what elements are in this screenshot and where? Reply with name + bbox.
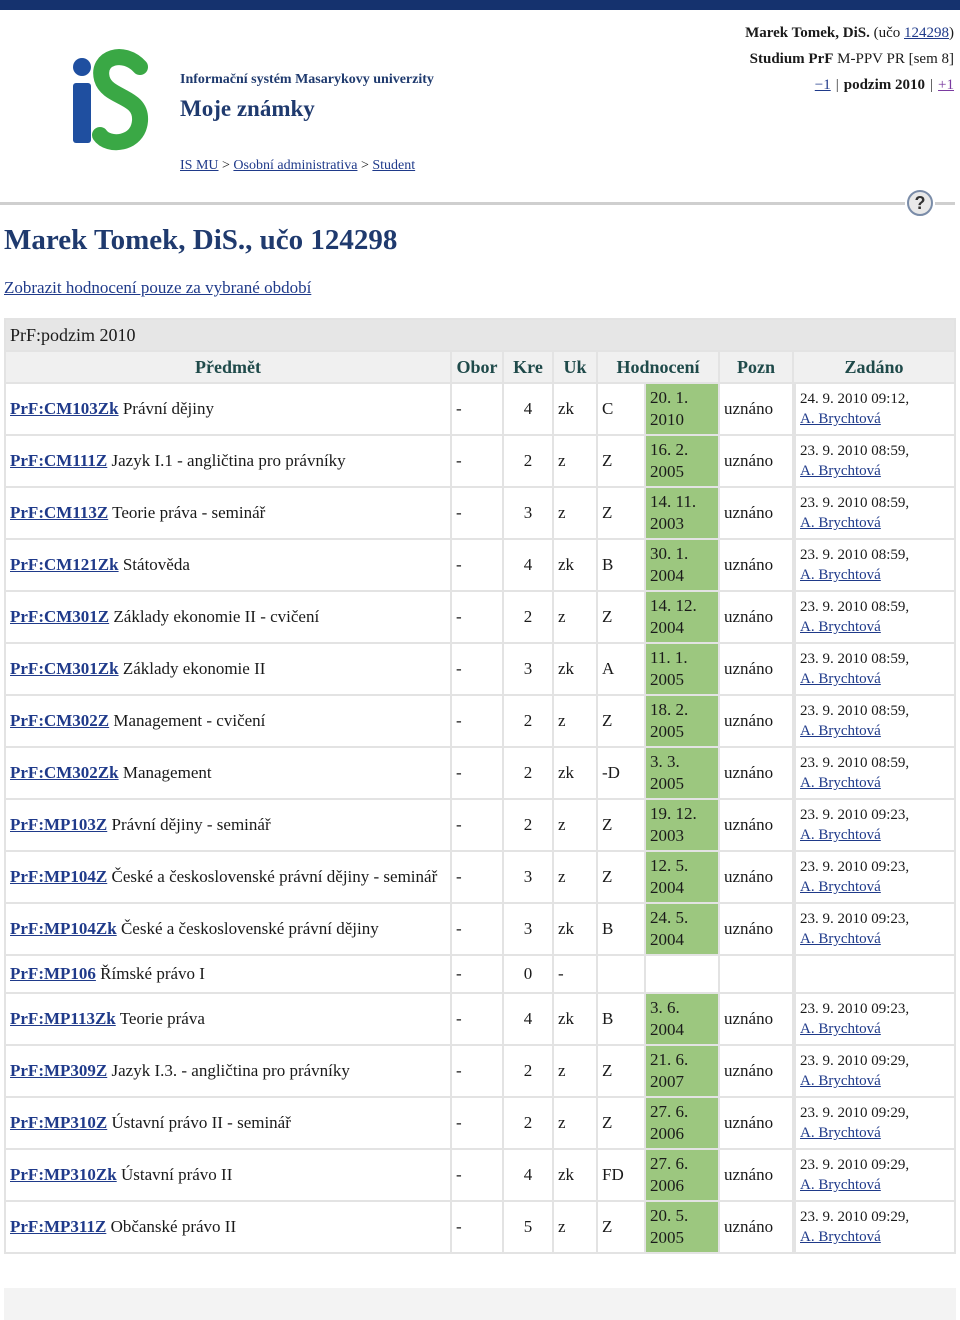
uco-suffix: ) bbox=[949, 25, 954, 41]
kre-cell: 4 bbox=[503, 539, 553, 591]
grade-date-cell bbox=[645, 539, 719, 591]
subject-cell bbox=[5, 383, 451, 435]
zadano-date: 23. 9. 2010 08:59, bbox=[800, 495, 910, 511]
zadano-author-link[interactable]: A. Brychtová bbox=[800, 463, 881, 479]
kre-cell: 0 bbox=[503, 955, 553, 993]
page-title: Marek Tomek, DiS., učo 124298 bbox=[4, 224, 398, 256]
grade-cell: Z bbox=[597, 799, 645, 851]
kre-cell: 5 bbox=[503, 1201, 553, 1253]
zadano-date: 23. 9. 2010 08:59, bbox=[800, 755, 910, 771]
subject-name: Římské právo I bbox=[100, 964, 205, 983]
uk-cell: z bbox=[553, 695, 597, 747]
pozn-cell: uznáno bbox=[719, 1201, 793, 1253]
grade-date-line1: 19. 12. bbox=[650, 804, 697, 823]
kre-cell: 2 bbox=[503, 695, 553, 747]
subject-code-link[interactable]: PrF:CM302Zk bbox=[10, 763, 119, 782]
top-bar bbox=[0, 0, 960, 10]
kre-cell: 4 bbox=[503, 993, 553, 1045]
pozn-cell: uznáno bbox=[719, 1097, 793, 1149]
grade-cell: -D bbox=[597, 747, 645, 799]
uk-cell: z bbox=[553, 799, 597, 851]
obor-cell: - bbox=[451, 799, 503, 851]
subject-code-link[interactable]: PrF:CM302Z bbox=[10, 711, 110, 730]
subject-cell bbox=[5, 695, 451, 747]
uk-cell: z bbox=[553, 851, 597, 903]
pozn-cell: uznáno bbox=[719, 1149, 793, 1201]
grade-date-line2: 2006 bbox=[650, 1124, 684, 1143]
grade-date-cell bbox=[645, 1097, 719, 1149]
subject-cell bbox=[5, 1045, 451, 1097]
col-zadano: Zadáno bbox=[793, 351, 955, 383]
pozn-cell: uznáno bbox=[719, 747, 793, 799]
grade-row bbox=[5, 643, 955, 695]
zadano-author-link[interactable]: A. Brychtová bbox=[800, 1021, 881, 1037]
help-icon[interactable]: ? bbox=[907, 190, 933, 216]
kre-cell: 2 bbox=[503, 799, 553, 851]
subject-code-link[interactable]: PrF:MP311Z bbox=[10, 1217, 107, 1236]
grade-date-cell bbox=[645, 955, 719, 993]
subject-name: Teorie práva bbox=[119, 1009, 205, 1028]
zadano-date: 23. 9. 2010 08:59, bbox=[800, 547, 910, 563]
zadano-cell bbox=[795, 1201, 955, 1253]
subject-cell bbox=[5, 747, 451, 799]
grade-date-cell bbox=[645, 851, 719, 903]
breadcrumb-student[interactable]: Student bbox=[372, 158, 416, 173]
studium-line bbox=[745, 46, 954, 72]
pozn-cell: uznáno bbox=[719, 591, 793, 643]
grade-date-line1: 3. 6. bbox=[650, 998, 680, 1017]
grade-date-line2: 2004 bbox=[650, 878, 684, 897]
grade-row bbox=[5, 695, 955, 747]
zadano-cell bbox=[795, 643, 955, 695]
grade-row bbox=[5, 539, 955, 591]
grade-row bbox=[5, 851, 955, 903]
zadano-author-link[interactable]: A. Brychtová bbox=[800, 515, 881, 531]
uk-cell: zk bbox=[553, 747, 597, 799]
grade-row bbox=[5, 747, 955, 799]
uk-cell: zk bbox=[553, 383, 597, 435]
col-predmet: Předmět bbox=[5, 351, 451, 383]
grade-row bbox=[5, 903, 955, 955]
zadano-cell bbox=[795, 695, 955, 747]
grade-cell: FD bbox=[597, 1149, 645, 1201]
subject-cell bbox=[5, 1149, 451, 1201]
zadano-cell bbox=[795, 799, 955, 851]
kre-cell: 2 bbox=[503, 435, 553, 487]
zadano-cell bbox=[795, 591, 955, 643]
user-line bbox=[745, 20, 954, 46]
zadano-cell bbox=[795, 747, 955, 799]
uk-cell: z bbox=[553, 487, 597, 539]
subject-code-link[interactable]: PrF:CM103Zk bbox=[10, 399, 119, 418]
subject-cell bbox=[5, 851, 451, 903]
pozn-cell: uznáno bbox=[719, 643, 793, 695]
subject-cell bbox=[5, 643, 451, 695]
breadcrumb-osobni-administrativa[interactable]: Osobní administrativa bbox=[233, 158, 358, 173]
pozn-cell: uznáno bbox=[719, 851, 793, 903]
subject-name: Ústavní právo II - seminář bbox=[111, 1113, 291, 1132]
grade-row bbox=[5, 1201, 955, 1253]
grade-date-line1: 14. 12. bbox=[650, 596, 697, 615]
subject-name: Ústavní právo II bbox=[120, 1165, 233, 1184]
col-obor: Obor bbox=[451, 351, 503, 383]
subject-cell bbox=[5, 435, 451, 487]
header-row bbox=[5, 351, 955, 383]
grade-row bbox=[5, 799, 955, 851]
subject-cell bbox=[5, 799, 451, 851]
grade-date-line2: 2005 bbox=[650, 722, 684, 741]
kre-cell: 3 bbox=[503, 487, 553, 539]
obor-cell: - bbox=[451, 383, 503, 435]
zadano-date: 23. 9. 2010 09:23, bbox=[800, 1001, 910, 1017]
obor-cell: - bbox=[451, 539, 503, 591]
zadano-date: 23. 9. 2010 08:59, bbox=[800, 443, 910, 459]
breadcrumb-sep: > bbox=[222, 158, 230, 173]
subject-name: Základy ekonomie II bbox=[122, 659, 266, 678]
breadcrumb-is-mu[interactable]: IS MU bbox=[180, 158, 219, 173]
grade-date-line2: 2005 bbox=[650, 1228, 684, 1247]
grade-row bbox=[5, 1045, 955, 1097]
subject-cell bbox=[5, 955, 451, 993]
grade-date-line1: 16. 2. bbox=[650, 440, 689, 459]
zadano-date: 23. 9. 2010 09:29, bbox=[800, 1053, 910, 1069]
semester-label: PrF:podzim 2010 bbox=[5, 319, 955, 351]
grade-date-line2: 2006 bbox=[650, 1176, 684, 1195]
uco-link[interactable]: 124298 bbox=[904, 25, 949, 41]
uk-cell: zk bbox=[553, 539, 597, 591]
grade-date-cell bbox=[645, 993, 719, 1045]
uk-cell: - bbox=[553, 955, 597, 993]
grade-date-line1: 20. 5. bbox=[650, 1206, 689, 1225]
subject-name: Státověda bbox=[122, 555, 190, 574]
obor-cell: - bbox=[451, 487, 503, 539]
pozn-cell: uznáno bbox=[719, 695, 793, 747]
zadano-author-link[interactable]: A. Brychtová bbox=[800, 1177, 881, 1193]
user-box bbox=[745, 20, 954, 98]
obor-cell: - bbox=[451, 1097, 503, 1149]
pozn-cell: uznáno bbox=[719, 435, 793, 487]
subject-code-link[interactable]: PrF:MP106 bbox=[10, 964, 96, 983]
kre-cell: 3 bbox=[503, 643, 553, 695]
col-uk: Uk bbox=[553, 351, 597, 383]
uk-cell: zk bbox=[553, 1149, 597, 1201]
subject-name: Právní dějiny - seminář bbox=[111, 815, 271, 834]
kre-cell: 3 bbox=[503, 851, 553, 903]
zadano-author-link[interactable]: A. Brychtová bbox=[800, 619, 881, 635]
obor-cell: - bbox=[451, 1149, 503, 1201]
subject-code-link[interactable]: PrF:MP310Zk bbox=[10, 1165, 117, 1184]
subject-name: Jazyk I.3. - angličtina pro právníky bbox=[111, 1061, 350, 1080]
zadano-author-link[interactable]: A. Brychtová bbox=[800, 567, 881, 583]
grade-date-cell bbox=[645, 903, 719, 955]
subject-code-link[interactable]: PrF:MP104Zk bbox=[10, 919, 117, 938]
grade-date-line1: 18. 2. bbox=[650, 700, 689, 719]
grade-cell: Z bbox=[597, 1097, 645, 1149]
pozn-cell: uznáno bbox=[719, 903, 793, 955]
subject-cell bbox=[5, 1201, 451, 1253]
obor-cell: - bbox=[451, 643, 503, 695]
col-hodnoceni: Hodnocení bbox=[597, 351, 719, 383]
subject-cell bbox=[5, 539, 451, 591]
uk-cell: z bbox=[553, 1045, 597, 1097]
subject-code-link[interactable]: PrF:MP309Z bbox=[10, 1061, 108, 1080]
zadano-cell bbox=[795, 435, 955, 487]
grade-date-line2: 2007 bbox=[650, 1072, 684, 1091]
obor-cell: - bbox=[451, 1045, 503, 1097]
grade-date-cell bbox=[645, 1045, 719, 1097]
grade-row bbox=[5, 1149, 955, 1201]
grade-cell: B bbox=[597, 993, 645, 1045]
kre-cell: 2 bbox=[503, 1097, 553, 1149]
subject-code-link[interactable]: PrF:MP103Z bbox=[10, 815, 108, 834]
obor-cell: - bbox=[451, 591, 503, 643]
grade-date-cell bbox=[645, 747, 719, 799]
uk-cell: zk bbox=[553, 903, 597, 955]
zadano-author-link[interactable]: A. Brychtová bbox=[800, 723, 881, 739]
obor-cell: - bbox=[451, 747, 503, 799]
grade-date-cell bbox=[645, 591, 719, 643]
subject-name: Základy ekonomie II - cvičení bbox=[113, 607, 320, 626]
subject-code-link[interactable]: PrF:MP310Z bbox=[10, 1113, 108, 1132]
subject-name: Management - cvičení bbox=[113, 711, 266, 730]
subject-cell bbox=[5, 993, 451, 1045]
grade-date-cell bbox=[645, 799, 719, 851]
obor-cell: - bbox=[451, 993, 503, 1045]
grade-row bbox=[5, 993, 955, 1045]
table-footer-shade bbox=[4, 1288, 956, 1320]
zadano-date: 23. 9. 2010 09:23, bbox=[800, 911, 910, 927]
grade-date-line2: 2010 bbox=[650, 410, 684, 429]
zadano-cell bbox=[795, 487, 955, 539]
subject-code-link[interactable]: PrF:CM121Zk bbox=[10, 555, 119, 574]
system-name: Informační systém Masarykovy univerzity bbox=[180, 72, 434, 87]
subject-code-link[interactable]: PrF:MP104Z bbox=[10, 867, 108, 886]
is-mu-logo bbox=[62, 45, 152, 155]
zadano-cell bbox=[795, 1097, 955, 1149]
zadano-date: 23. 9. 2010 08:59, bbox=[800, 599, 910, 615]
grade-date-line1: 27. 6. bbox=[650, 1102, 689, 1121]
breadcrumb bbox=[180, 158, 415, 174]
zadano-date: 23. 9. 2010 08:59, bbox=[800, 651, 910, 667]
term-nav: −1 | podzim 2010 | +1 bbox=[814, 77, 954, 93]
grades-table bbox=[4, 318, 956, 1254]
uk-cell: z bbox=[553, 1097, 597, 1149]
pozn-cell: uznáno bbox=[719, 487, 793, 539]
kre-cell: 2 bbox=[503, 1045, 553, 1097]
pozn-cell bbox=[719, 955, 793, 993]
zadano-cell bbox=[795, 1149, 955, 1201]
col-kre: Kre bbox=[503, 351, 553, 383]
zadano-cell bbox=[795, 903, 955, 955]
grade-date-cell bbox=[645, 435, 719, 487]
zadano-author-link[interactable]: A. Brychtová bbox=[800, 1125, 881, 1141]
kre-cell: 2 bbox=[503, 591, 553, 643]
subject-cell bbox=[5, 903, 451, 955]
breadcrumb-sep: > bbox=[360, 158, 369, 173]
subject-name: Jazyk I.1 - angličtina pro právníky bbox=[111, 451, 346, 470]
grade-row bbox=[5, 383, 955, 435]
subject-name: Teorie práva - seminář bbox=[112, 503, 266, 522]
grade-date-line1: 30. 1. bbox=[650, 544, 689, 563]
obor-cell: - bbox=[451, 851, 503, 903]
grade-cell: Z bbox=[597, 591, 645, 643]
studium-label: Studium PrF bbox=[749, 51, 834, 67]
grade-date-cell bbox=[645, 643, 719, 695]
zadano-date: 23. 9. 2010 09:23, bbox=[800, 859, 910, 875]
grade-date-line1: 21. 6. bbox=[650, 1050, 689, 1069]
zadano-cell bbox=[795, 1045, 955, 1097]
grade-cell bbox=[597, 955, 645, 993]
kre-cell: 3 bbox=[503, 903, 553, 955]
pozn-cell: uznáno bbox=[719, 1045, 793, 1097]
subject-name: Právní dějiny bbox=[122, 399, 214, 418]
zadano-cell bbox=[795, 955, 955, 993]
grade-row bbox=[5, 487, 955, 539]
zadano-author-link[interactable]: A. Brychtová bbox=[800, 671, 881, 687]
subject-cell bbox=[5, 1097, 451, 1149]
grade-cell: B bbox=[597, 539, 645, 591]
grade-date-line1: 20. 1. bbox=[650, 388, 689, 407]
grade-cell: Z bbox=[597, 1045, 645, 1097]
subject-cell bbox=[5, 591, 451, 643]
zadano-cell bbox=[795, 539, 955, 591]
subject-code-link[interactable]: PrF:MP113Zk bbox=[10, 1009, 116, 1028]
grade-date-line2: 2005 bbox=[650, 670, 684, 689]
grade-cell: Z bbox=[597, 695, 645, 747]
subject-code-link[interactable]: PrF:CM301Zk bbox=[10, 659, 119, 678]
grade-cell: A bbox=[597, 643, 645, 695]
grade-date-line1: 11. 1. bbox=[650, 648, 688, 667]
grade-date-line2: 2005 bbox=[650, 774, 684, 793]
grade-cell: Z bbox=[597, 851, 645, 903]
grade-date-line1: 27. 6. bbox=[650, 1154, 689, 1173]
zadano-author-link[interactable]: A. Brychtová bbox=[800, 411, 881, 427]
zadano-cell bbox=[795, 851, 955, 903]
zadano-author-link[interactable]: A. Brychtová bbox=[800, 1229, 881, 1245]
uk-cell: z bbox=[553, 1201, 597, 1253]
grade-date-line1: 3. 3. bbox=[650, 752, 680, 771]
pozn-cell: uznáno bbox=[719, 993, 793, 1045]
obor-cell: - bbox=[451, 435, 503, 487]
grade-cell: B bbox=[597, 903, 645, 955]
uk-cell: zk bbox=[553, 643, 597, 695]
grade-date-cell bbox=[645, 383, 719, 435]
col-pozn: Pozn bbox=[719, 351, 793, 383]
grade-date-cell bbox=[645, 695, 719, 747]
kre-cell: 2 bbox=[503, 747, 553, 799]
subject-name: České a československé právní dějiny bbox=[120, 919, 379, 938]
pozn-cell: uznáno bbox=[719, 539, 793, 591]
kre-cell: 4 bbox=[503, 383, 553, 435]
zadano-date: 23. 9. 2010 09:23, bbox=[800, 807, 910, 823]
grade-date-line1: 24. 5. bbox=[650, 908, 689, 927]
subject-name: Management bbox=[122, 763, 212, 782]
filter-period-link[interactable]: Zobrazit hodnocení pouze za vybrané období bbox=[4, 278, 312, 297]
zadano-author-link[interactable]: A. Brychtová bbox=[800, 775, 881, 791]
header-divider bbox=[0, 202, 905, 205]
uk-cell: z bbox=[553, 435, 597, 487]
zadano-date: 23. 9. 2010 08:59, bbox=[800, 703, 910, 719]
page-header bbox=[0, 0, 960, 200]
term-label: podzim 2010 bbox=[843, 77, 926, 93]
pozn-cell: uznáno bbox=[719, 799, 793, 851]
grade-date-cell bbox=[645, 1149, 719, 1201]
grade-date-line2: 2004 bbox=[650, 1020, 684, 1039]
header-divider-end bbox=[935, 202, 955, 205]
grade-cell: C bbox=[597, 383, 645, 435]
grade-row bbox=[5, 591, 955, 643]
obor-cell: - bbox=[451, 695, 503, 747]
prev-term-link[interactable]: −1 bbox=[814, 77, 831, 93]
obor-cell: - bbox=[451, 903, 503, 955]
grade-date-line2: 2005 bbox=[650, 462, 684, 481]
zadano-author-link[interactable]: A. Brychtová bbox=[800, 879, 881, 895]
zadano-cell bbox=[795, 383, 955, 435]
uk-cell: zk bbox=[553, 993, 597, 1045]
grade-row bbox=[5, 1097, 955, 1149]
obor-cell: - bbox=[451, 955, 503, 993]
grade-date-cell bbox=[645, 1201, 719, 1253]
subject-code-link[interactable]: PrF:CM301Z bbox=[10, 607, 110, 626]
subject-name: Občanské právo II bbox=[110, 1217, 237, 1236]
grade-date-line2: 2004 bbox=[650, 618, 684, 637]
zadano-date: 23. 9. 2010 09:29, bbox=[800, 1209, 910, 1225]
grade-cell: Z bbox=[597, 487, 645, 539]
studium-value: M-PPV PR [sem 8] bbox=[837, 51, 954, 67]
uco-prefix: (učo bbox=[873, 25, 904, 41]
zadano-author-link[interactable]: A. Brychtová bbox=[800, 931, 881, 947]
grade-cell: Z bbox=[597, 1201, 645, 1253]
zadano-date: 24. 9. 2010 09:12, bbox=[800, 391, 910, 407]
zadano-date: 23. 9. 2010 09:29, bbox=[800, 1157, 910, 1173]
kre-cell: 4 bbox=[503, 1149, 553, 1201]
user-name: Marek Tomek, DiS. bbox=[745, 25, 870, 41]
app-title: Moje známky bbox=[180, 96, 315, 121]
pozn-cell: uznáno bbox=[719, 383, 793, 435]
grade-date-line1: 14. 11. bbox=[650, 492, 697, 511]
subject-cell bbox=[5, 487, 451, 539]
grade-row bbox=[5, 955, 955, 993]
grade-cell: Z bbox=[597, 435, 645, 487]
subject-code-link[interactable]: PrF:CM113Z bbox=[10, 503, 109, 522]
grade-row bbox=[5, 435, 955, 487]
semester-row bbox=[5, 319, 955, 351]
grade-date-line2: 2004 bbox=[650, 566, 684, 585]
next-term-link[interactable]: +1 bbox=[938, 77, 954, 93]
grade-date-line1: 12. 5. bbox=[650, 856, 689, 875]
uk-cell: z bbox=[553, 591, 597, 643]
zadano-cell bbox=[795, 993, 955, 1045]
zadano-author-link[interactable]: A. Brychtová bbox=[800, 827, 881, 843]
subject-code-link[interactable]: PrF:CM111Z bbox=[10, 451, 108, 470]
grade-date-line2: 2003 bbox=[650, 826, 684, 845]
zadano-date: 23. 9. 2010 09:29, bbox=[800, 1105, 910, 1121]
grade-date-cell bbox=[645, 487, 719, 539]
grade-date-line2: 2003 bbox=[650, 514, 684, 533]
obor-cell: - bbox=[451, 1201, 503, 1253]
zadano-author-link[interactable]: A. Brychtová bbox=[800, 1073, 881, 1089]
grade-date-line2: 2004 bbox=[650, 930, 684, 949]
subject-name: České a československé právní dějiny - seminář bbox=[111, 867, 438, 886]
